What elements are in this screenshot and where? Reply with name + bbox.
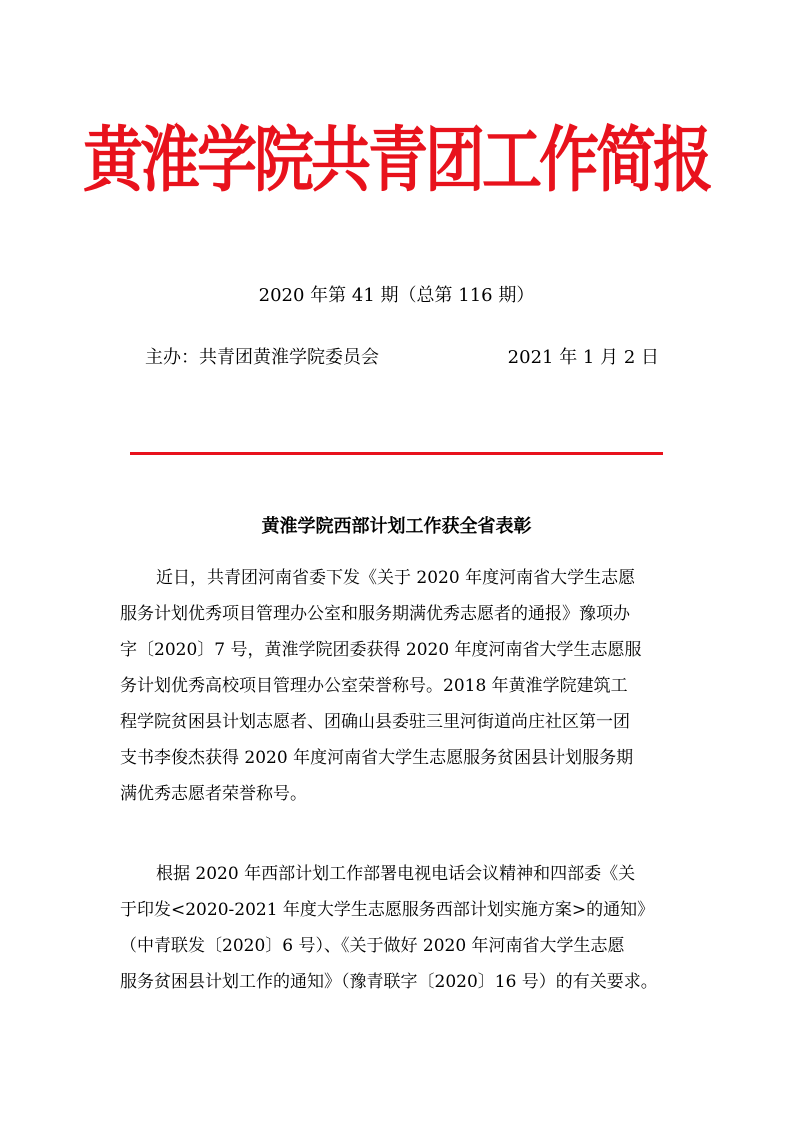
- paragraph-line: 字〔2020〕7 号，黄淮学院团委获得 2020 年度河南省大学生志愿服: [120, 640, 642, 660]
- article-headline: 黄淮学院西部计划工作获全省表彰: [261, 516, 532, 537]
- paragraph-line: 支书李俊杰获得 2020 年度河南省大学生志愿服务贫困县计划服务期: [120, 748, 634, 768]
- masthead-title: 黄淮学院共青团工作简报: [83, 119, 710, 203]
- paragraph-line: 于印发<2020-2021 年度大学生志愿服务西部计划实施方案>的通知》: [120, 900, 655, 920]
- paragraph-line: 根据 2020 年西部计划工作部署电视电话会议精神和四部委《关: [156, 864, 636, 884]
- red-divider: [130, 452, 663, 455]
- paragraph-line: 程学院贫困县计划志愿者、团确山县委驻三里河街道尚庄社区第一团: [120, 712, 630, 732]
- paragraph-line: 服务贫困县计划工作的通知》（豫青联字〔2020〕16 号）的有关要求。: [120, 972, 658, 992]
- article-paragraph-1: [120, 560, 680, 812]
- paragraph-line: 务计划优秀高校项目管理办公室荣誉称号。2018 年黄淮学院建筑工: [120, 676, 628, 696]
- issue-date: 2021 年 1 月 2 日: [507, 347, 659, 368]
- paragraph-line: （中青联发〔2020〕6 号）、《关于做好 2020 年河南省大学生志愿: [120, 936, 625, 956]
- paragraph-line: 服务计划优秀项目管理办公室和服务期满优秀志愿者的通报》豫项办: [120, 604, 630, 624]
- paragraph-line: 近日，共青团河南省委下发《关于 2020 年度河南省大学生志愿: [156, 568, 636, 588]
- issue-line: 2020 年第 41 期（总第 116 期）: [258, 285, 535, 306]
- article-paragraph-2: [120, 856, 680, 1000]
- paragraph-line: 满优秀志愿者荣誉称号。: [120, 784, 307, 804]
- sponsor-line: 主办：共青团黄淮学院委员会: [145, 347, 379, 368]
